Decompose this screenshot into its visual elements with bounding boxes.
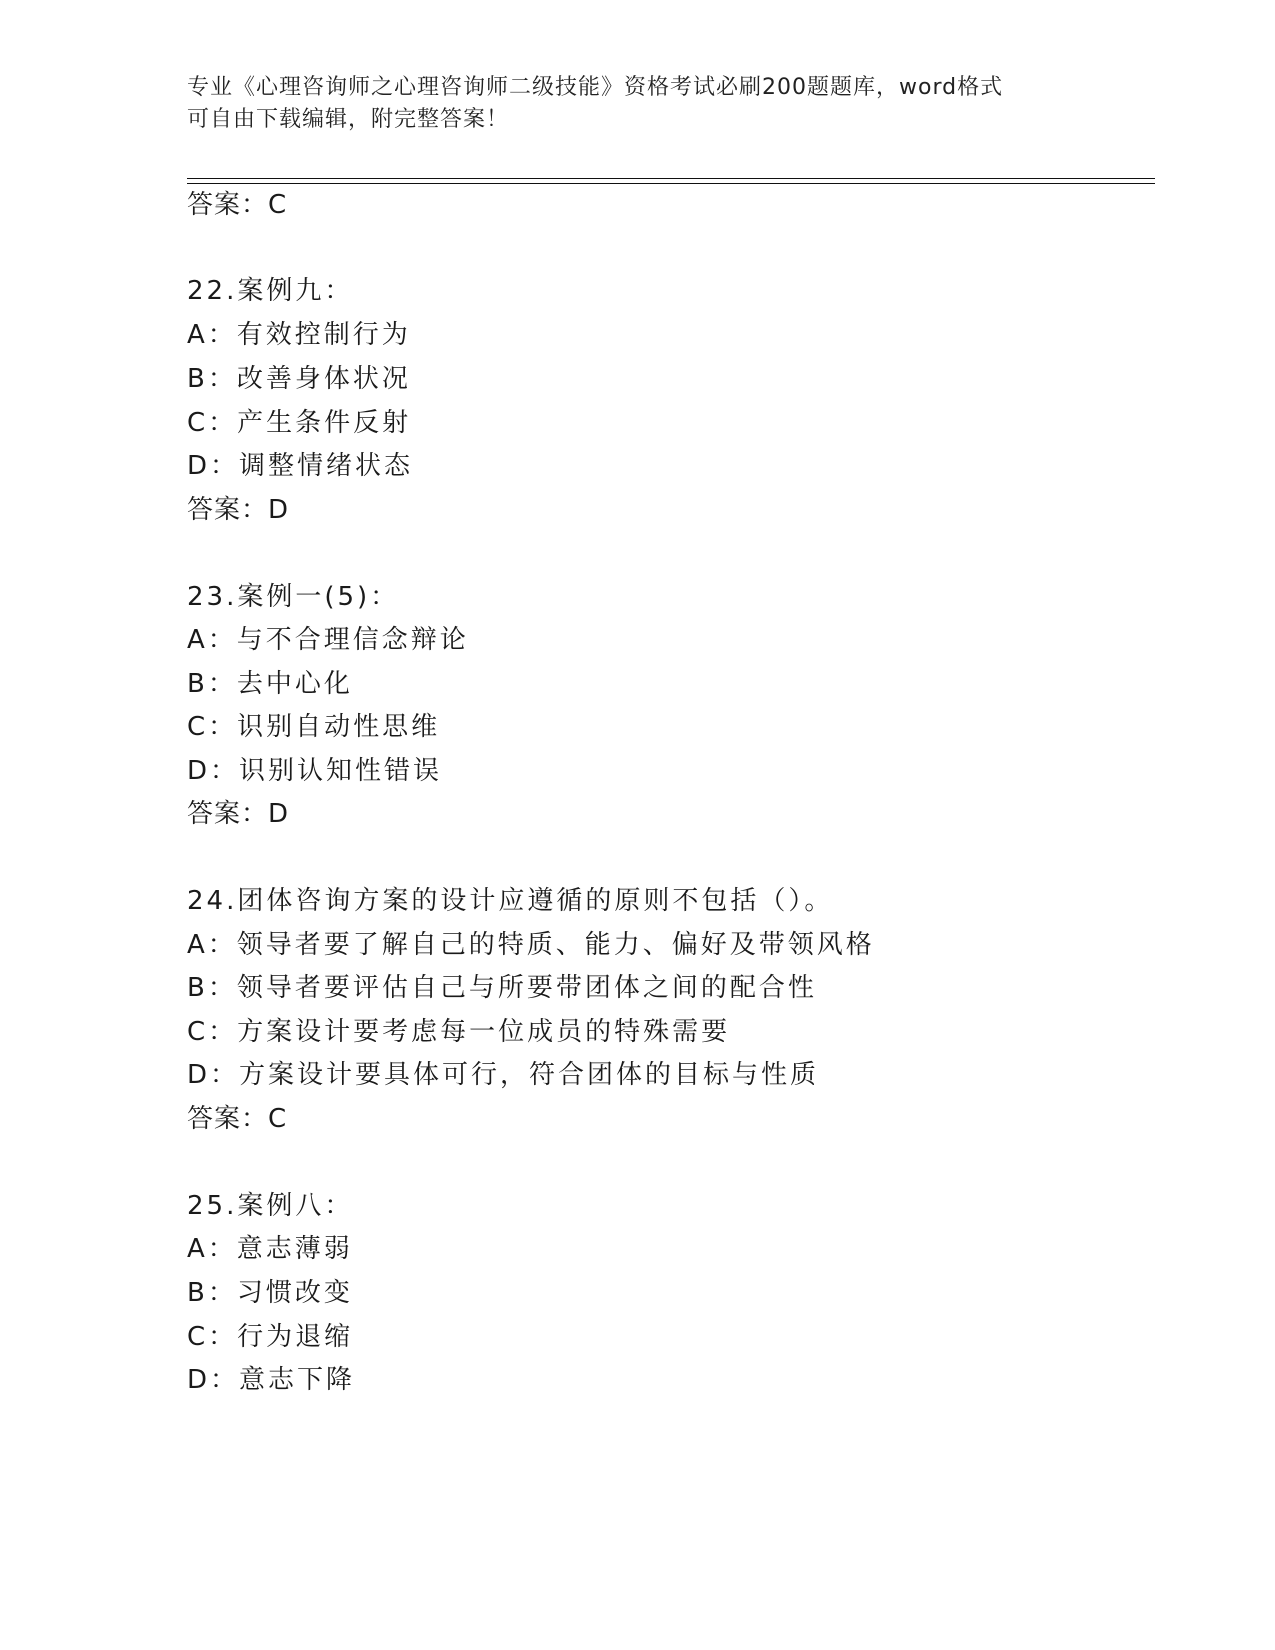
question-stem: 24.团体咨询方案的设计应遵循的原则不包括（）。	[187, 886, 834, 916]
option-a: A：领导者要了解自己的特质、能力、偏好及带领风格	[187, 930, 875, 960]
header-line-2: 可自由下载编辑，附完整答案！	[187, 107, 510, 132]
option-c: C：产生条件反射	[187, 408, 412, 438]
option-d: D：方案设计要具体可行，符合团体的目标与性质	[187, 1060, 820, 1090]
option-a: A：意志薄弱	[187, 1234, 353, 1264]
header-rule-top	[187, 178, 1155, 179]
question-stem: 22.案例九：	[187, 276, 354, 306]
option-c: C：识别自动性思维	[187, 712, 441, 742]
header-rule-bottom	[187, 183, 1155, 184]
option-b: B：领导者要评估自己与所要带团体之间的配合性	[187, 973, 817, 1003]
option-d: D：调整情绪状态	[187, 451, 414, 481]
document-header	[187, 72, 1087, 136]
option-b: B：习惯改变	[187, 1278, 353, 1308]
option-c: C：行为退缩	[187, 1322, 354, 1352]
option-c: C：方案设计要考虑每一位成员的特殊需要	[187, 1017, 731, 1047]
option-a: A：与不合理信念辩论	[187, 625, 469, 655]
option-b: B：改善身体状况	[187, 364, 411, 394]
option-b: B：去中心化	[187, 669, 353, 699]
question-stem: 25.案例八：	[187, 1191, 354, 1221]
previous-answer: 答案：C	[187, 190, 288, 220]
option-d: D：意志下降	[187, 1365, 356, 1395]
answer: 答案：C	[187, 1104, 288, 1134]
header-line-1: 专业《心理咨询师之心理咨询师二级技能》资格考试必刷200题题库，word格式	[187, 75, 1004, 100]
answer: 答案：D	[187, 799, 290, 829]
answer: 答案：D	[187, 495, 290, 525]
question-stem: 23.案例一(5)：	[187, 582, 400, 612]
option-d: D：识别认知性错误	[187, 756, 443, 786]
option-a: A：有效控制行为	[187, 320, 411, 350]
